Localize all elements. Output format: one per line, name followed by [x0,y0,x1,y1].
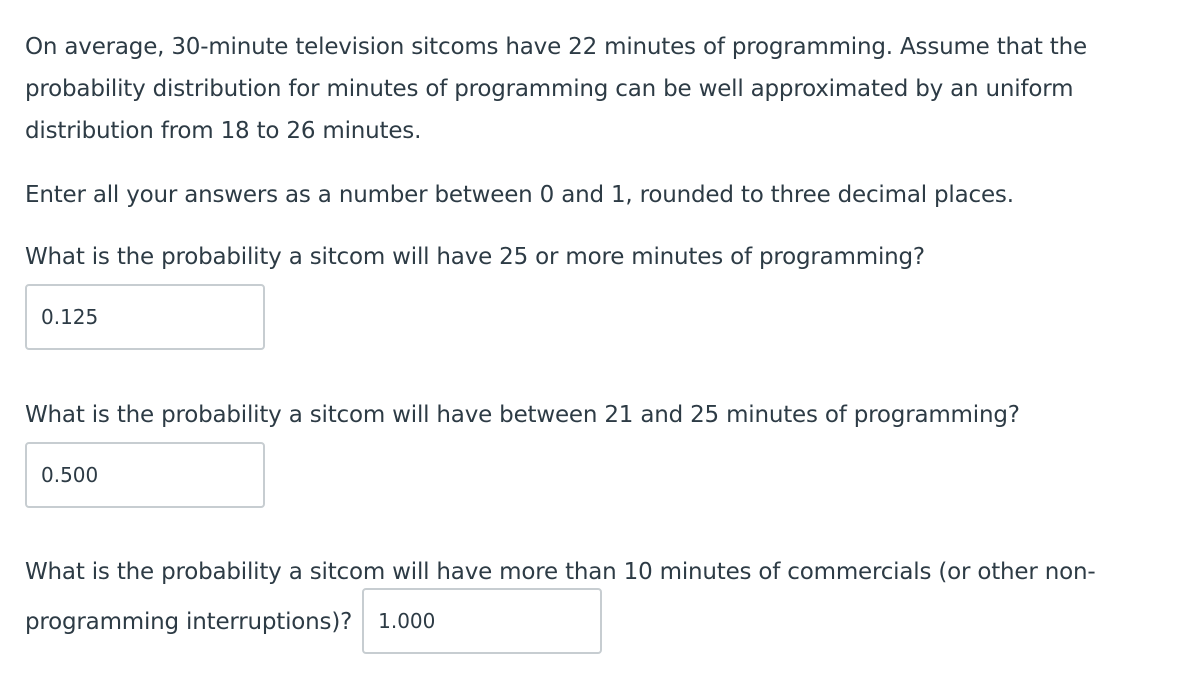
question-3 [25,552,1185,654]
question-3-inline-row [25,590,1185,654]
problem-intro: On average, 30-minute television sitcoms have 22 minutes of programming. Assume that the probability distribution for minutes of programming can be well approximated by an uniform distribution from 18 to 26 minutes. [25,34,1087,144]
question-2 [25,394,1185,508]
question-1 [25,236,1185,350]
answer-instructions: Enter all your answers as a number between 0 and 1, rounded to three decimal places. [25,182,1014,208]
question-1-answer-input[interactable] [25,284,265,350]
question-2-text: What is the probability a sitcom will have between 21 and 25 minutes of programming? [25,402,1020,428]
question-3-text-line2: programming interruptions)? [25,609,353,635]
question-content [25,26,1185,654]
question-3-answer-input[interactable] [362,588,602,654]
question-2-answer-input[interactable] [25,442,265,508]
question-1-text: What is the probability a sitcom will have 25 or more minutes of programming? [25,244,925,270]
question-3-text-line1: What is the probability a sitcom will have more than 10 minutes of commercials (or other non- [25,559,1096,585]
